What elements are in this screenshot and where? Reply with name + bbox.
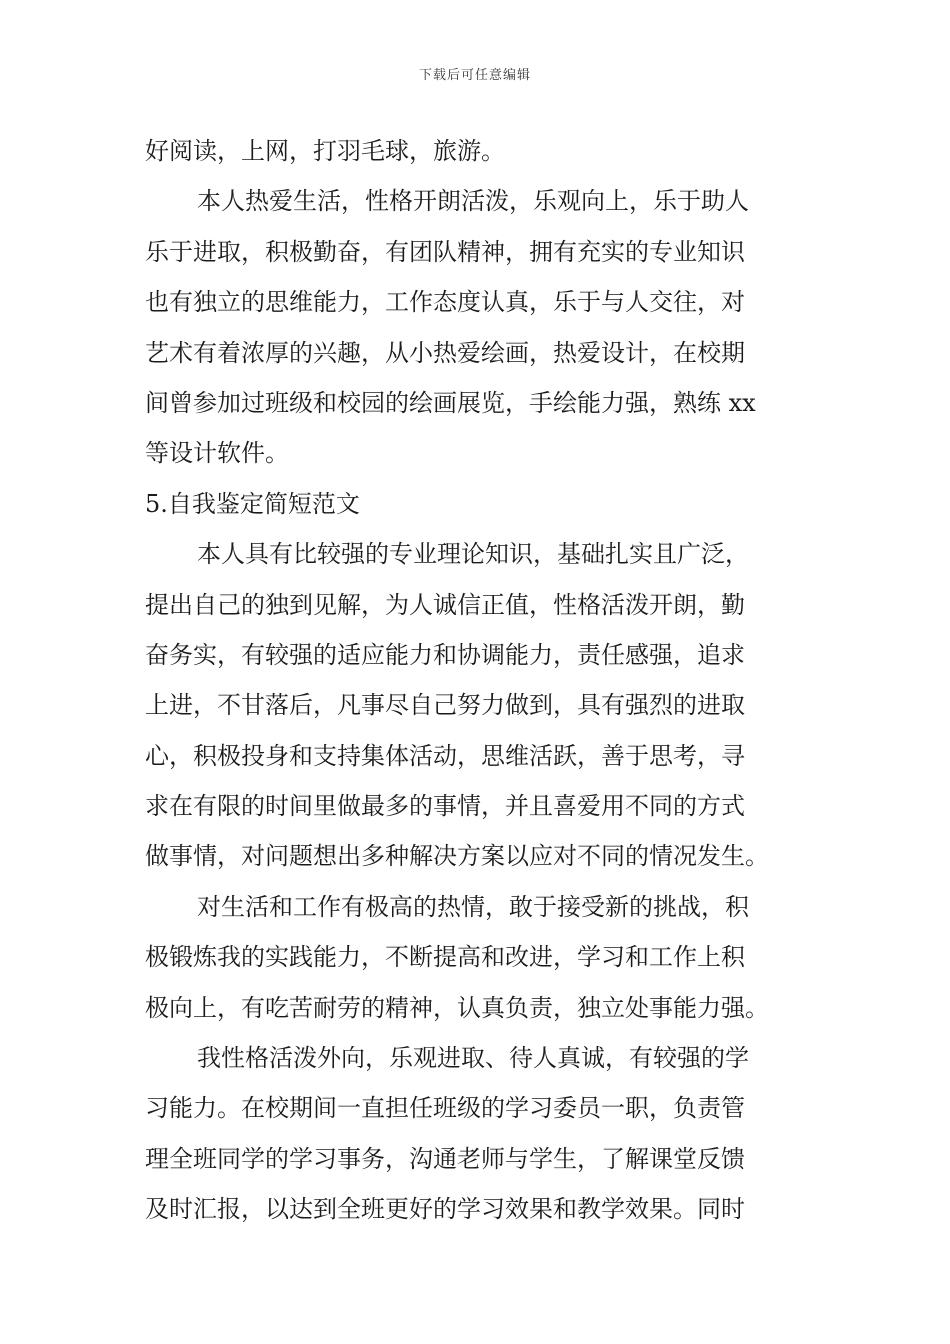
text-line: 及时汇报，以达到全班更好的学习效果和教学效果。同时: [145, 1195, 745, 1224]
text-line: 艺术有着浓厚的兴趣，从小热爱绘画，热爱设计，在校期: [145, 338, 745, 367]
text-line: 等设计软件。: [145, 439, 289, 468]
text-line: 乐于进取，积极勤奋，有团队精神，拥有充实的专业知识: [145, 237, 745, 266]
page-header: 下载后可任意编辑: [418, 68, 531, 83]
section-heading: 5.自我鉴定简短范文: [145, 489, 360, 518]
text-line: 上进，不甘落后，凡事尽自己努力做到，具有强烈的进取: [145, 691, 745, 720]
text-line: 好阅读，上网，打羽毛球，旅游。: [145, 137, 505, 165]
document-body: [145, 126, 810, 1235]
paragraph-first-line: 我性格活泼外向，乐观进取、待人真诚，有较强的学: [197, 1044, 749, 1073]
text-line: 也有独立的思维能力，工作态度认真，乐于与人交往，对: [145, 288, 745, 317]
paragraph-first-line: 对生活和工作有极高的热情，敢于接受新的挑战，积: [197, 892, 749, 921]
text-line: 提出自己的独到见解，为人诚信正值，性格活泼开朗，勤: [145, 590, 745, 619]
paragraph-first-line: 本人热爱生活，性格开朗活泼，乐观向上，乐于助人: [197, 187, 749, 216]
paragraph-first-line: 本人具有比较强的专业理论知识，基础扎实且广泛，: [197, 540, 749, 569]
text-line: 极向上，有吃苦耐劳的精神，认真负责，独立处事能力强。: [145, 993, 769, 1022]
text-line: 奋务实，有较强的适应能力和协调能力，责任感强，追求: [145, 640, 745, 669]
text-line: 心，积极投身和支持集体活动，思维活跃，善于思考，寻: [145, 741, 745, 770]
text-line: 做事情，对问题想出多种解决方案以应对不同的情况发生。: [145, 842, 769, 871]
text-line: 理全班同学的学习事务，沟通老师与学生，了解课堂反馈: [145, 1144, 745, 1173]
text-line: 极锻炼我的实践能力，不断提高和改进，学习和工作上积: [145, 943, 745, 972]
text-line: 间曾参加过班级和校园的绘画展览，手绘能力强，熟练 xx: [145, 388, 756, 417]
text-line: 习能力。在校期间一直担任班级的学习委员一职，负责管: [145, 1094, 745, 1123]
text-line: 求在有限的时间里做最多的事情，并且喜爱用不同的方式: [145, 792, 745, 821]
